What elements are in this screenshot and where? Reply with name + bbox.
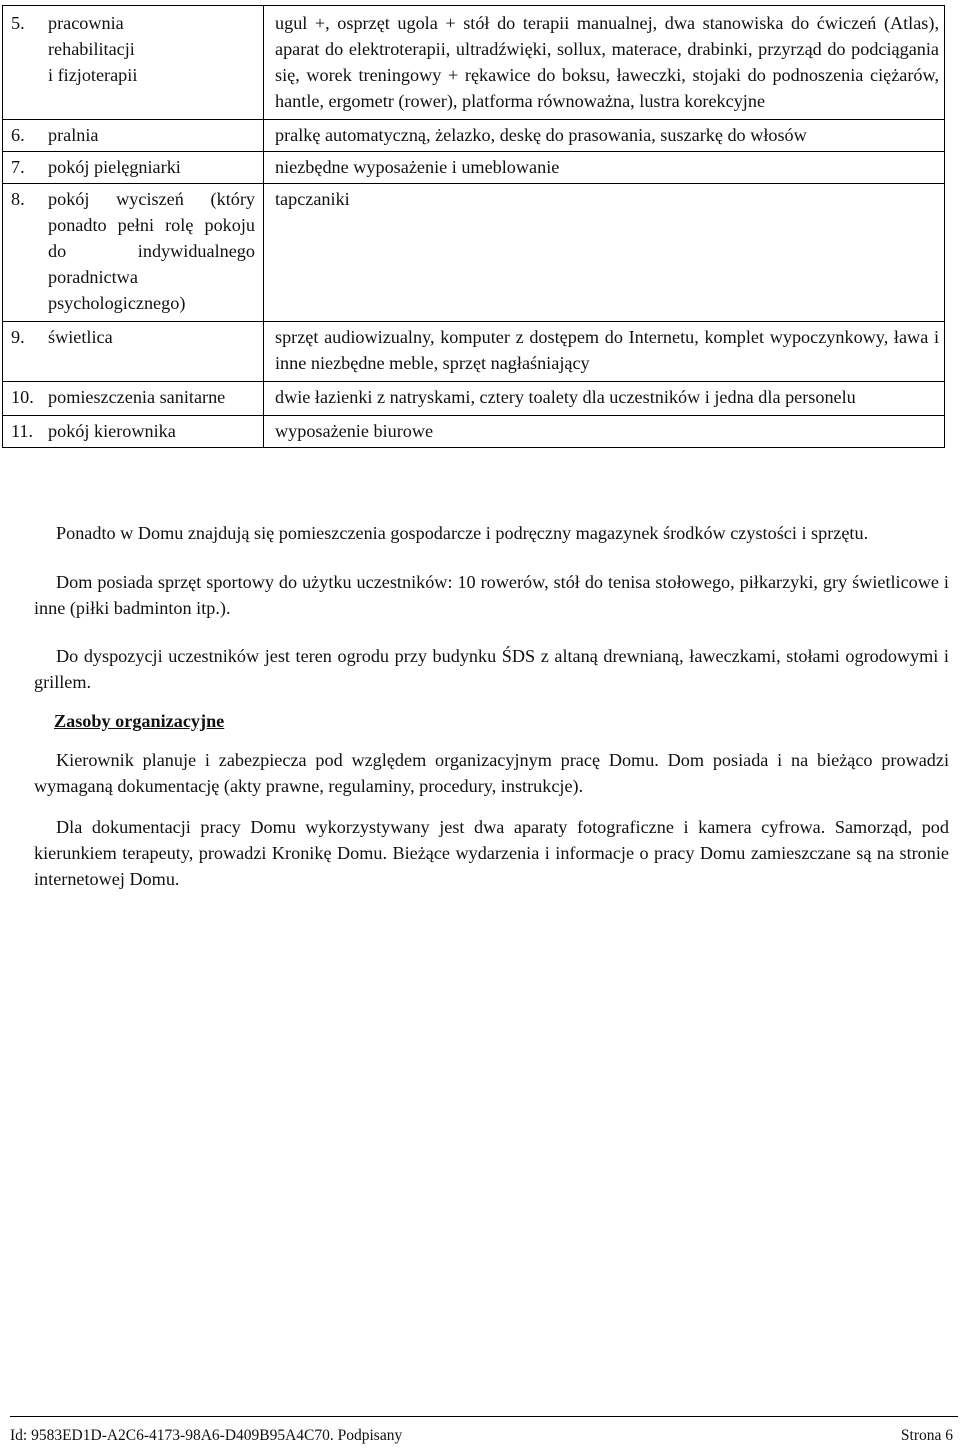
paragraph-storage: Ponadto w Domu znajdują się pomieszczenia gospodarcze i podręczny magazynek środków czystości i sprzętu. — [56, 523, 869, 543]
room-equipment: niezbędne wyposażenie i umeblowanie — [264, 152, 945, 184]
table-row — [3, 416, 945, 448]
paragraph-garden: Do dyspozycji uczestników jest teren ogrodu przy budynku ŚDS z altaną drewnianą, ławeczkami, stołami ogrodowymi i grillem. — [34, 646, 949, 692]
room-name: pokój kierownika — [48, 416, 264, 448]
room-equipment: dwie łazienki z natryskami, cztery toalety dla uczestników i jedna dla personelu — [264, 382, 945, 416]
row-number: 7. — [3, 152, 49, 184]
row-number: 10. — [3, 382, 49, 416]
table-row — [3, 184, 945, 322]
paragraph-organization: Kierownik planuje i zabezpiecza pod względem organizacyjnym pracę Domu. Dom posiada i na bieżąco prowadzi wymaganą dokumentację (akty prawne, regulaminy, procedury, instrukcje). — [34, 750, 949, 796]
page-number: Strona 6 — [900, 1427, 953, 1444]
section-heading: Zasoby organizacyjne — [54, 711, 225, 731]
room-equipment: ugul +, osprzęt ugola + stół do terapii manualnej, dwa stanowiska do ćwiczeń (Atlas), aparat do elektroterapii, ultradźwięki, sollux, materace, drabinki, przyrząd do podciągania się, worek treningowy + rękawice do boksu, ławeczki, stojaki do podnoszenia ciężarów, hantle, ergometr (rower), platforma równoważna, lustra korekcyjne — [264, 6, 945, 120]
room-name-line: rehabilitacji — [48, 39, 135, 59]
row-number: 9. — [3, 322, 49, 382]
row-number: 11. — [3, 416, 49, 448]
table-row — [3, 152, 945, 184]
document-id: Id: 9583ED1D-A2C6-4173-98A6-D409B95A4C70. Podpisany — [10, 1427, 403, 1444]
room-name: pralnia — [48, 120, 264, 152]
paragraph-documentation: Dla dokumentacji pracy Domu wykorzystywany jest dwa aparaty fotograficzne i kamera cyfrowa. Samorząd, pod kierunkiem terapeuty, prowadzi Kronikę Domu. Bieżące wydarzenia i informacje o pracy Domu zamieszczane są na stronie internetowej Domu. — [34, 817, 949, 889]
room-equipment: pralkę automatyczną, żelazko, deskę do prasowania, suszarkę do włosów — [264, 120, 945, 152]
row-number: 6. — [3, 120, 49, 152]
table-row — [3, 6, 945, 120]
paragraph-sports-equipment: Dom posiada sprzęt sportowy do użytku uczestników: 10 rowerów, stół do tenisa stołowego, piłkarzyki, gry świetlicowe i inne (piłki badminton itp.). — [34, 572, 949, 618]
row-number: 5. — [3, 6, 49, 120]
row-number: 8. — [3, 184, 49, 322]
room-name: pomieszczenia sanitarne — [48, 382, 264, 416]
footer-divider — [10, 1416, 958, 1417]
room-equipment: wyposażenie biurowe — [264, 416, 945, 448]
rooms-equipment-table — [2, 5, 945, 448]
room-name: świetlica — [48, 322, 264, 382]
room-equipment: tapczaniki — [264, 184, 945, 322]
table-row — [3, 322, 945, 382]
room-name — [48, 6, 264, 120]
room-name-line: i fizjoterapii — [48, 65, 138, 85]
room-name: pokój wyciszeń (który ponadto pełni rolę pokoju do indywidualnego poradnictwa psychologicznego) — [48, 184, 264, 322]
body-text — [34, 520, 949, 892]
page-footer — [10, 1425, 953, 1447]
room-equipment: sprzęt audiowizualny, komputer z dostępem do Internetu, komplet wypoczynkowy, ława i inne niezbędne meble, sprzęt nagłaśniający — [264, 322, 945, 382]
table-row — [3, 382, 945, 416]
table-row — [3, 120, 945, 152]
room-name: pokój pielęgniarki — [48, 152, 264, 184]
room-name-line: pracownia — [48, 13, 124, 33]
